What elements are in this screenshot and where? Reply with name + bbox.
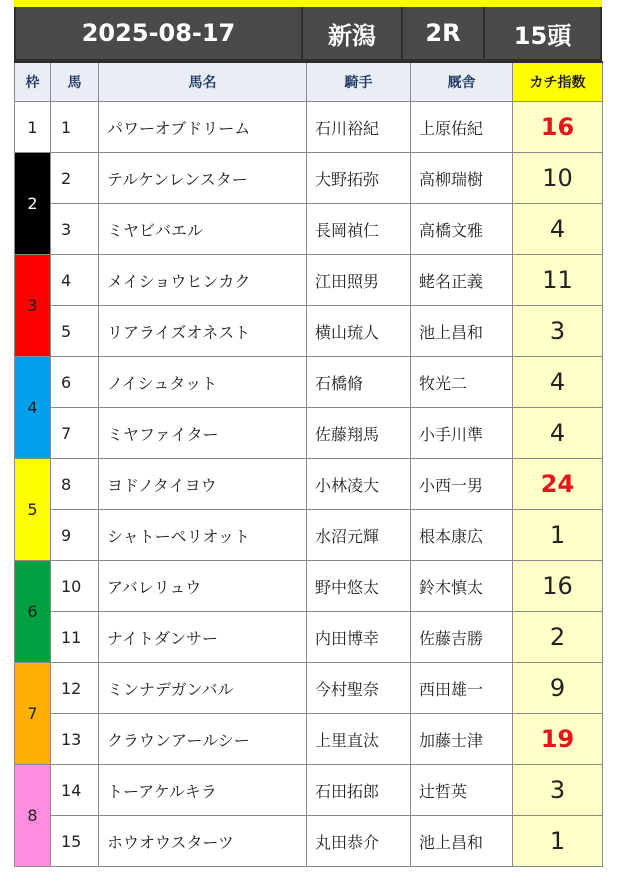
col-waku: 枠 — [15, 62, 51, 102]
horse-number: 15 — [51, 816, 99, 867]
col-name: 馬名 — [99, 62, 307, 102]
jockey-name: 石橋脩 — [307, 357, 411, 408]
table-row — [15, 510, 603, 561]
race-venue: 新潟 — [301, 7, 401, 59]
runner-count: 15頭 — [483, 7, 600, 59]
jockey-name: 長岡禎仁 — [307, 204, 411, 255]
top-accent-bar — [14, 0, 602, 7]
table-row — [15, 255, 603, 306]
race-header — [14, 7, 602, 61]
trainer-name: 小西一男 — [411, 459, 513, 510]
jockey-name: 水沼元輝 — [307, 510, 411, 561]
jockey-name: 丸田恭介 — [307, 816, 411, 867]
table-row — [15, 408, 603, 459]
waku-cell: 8 — [15, 765, 51, 867]
trainer-name: 佐藤吉勝 — [411, 612, 513, 663]
jockey-name: 石田拓郎 — [307, 765, 411, 816]
jockey-name: 内田博幸 — [307, 612, 411, 663]
horse-name: ミヤファイター — [99, 408, 307, 459]
kachi-index-value: 16 — [513, 102, 603, 153]
horse-number: 4 — [51, 255, 99, 306]
horse-number: 9 — [51, 510, 99, 561]
horse-name: ミヤビバエル — [99, 204, 307, 255]
jockey-name: 石川裕紀 — [307, 102, 411, 153]
horse-name: テルケンレンスター — [99, 153, 307, 204]
table-row — [15, 357, 603, 408]
trainer-name: 上原佑紀 — [411, 102, 513, 153]
trainer-name: 池上昌和 — [411, 816, 513, 867]
table-header-row — [15, 62, 603, 102]
waku-cell: 2 — [15, 153, 51, 255]
horse-name: ナイトダンサー — [99, 612, 307, 663]
horse-name: パワーオブドリーム — [99, 102, 307, 153]
horse-name: ヨドノタイヨウ — [99, 459, 307, 510]
table-row — [15, 204, 603, 255]
waku-cell: 5 — [15, 459, 51, 561]
kachi-index-value: 16 — [513, 561, 603, 612]
horse-number: 2 — [51, 153, 99, 204]
waku-cell: 6 — [15, 561, 51, 663]
kachi-index-value: 1 — [513, 510, 603, 561]
horse-number: 13 — [51, 714, 99, 765]
horse-name: シャトーペリオット — [99, 510, 307, 561]
table-row — [15, 153, 603, 204]
jockey-name: 上里直汰 — [307, 714, 411, 765]
waku-cell: 3 — [15, 255, 51, 357]
horse-number: 6 — [51, 357, 99, 408]
waku-cell: 7 — [15, 663, 51, 765]
horse-name: トーアケルキラ — [99, 765, 307, 816]
horse-number: 8 — [51, 459, 99, 510]
table-row — [15, 102, 603, 153]
trainer-name: 加藤士津 — [411, 714, 513, 765]
jockey-name: 今村聖奈 — [307, 663, 411, 714]
trainer-name: 高橋文雅 — [411, 204, 513, 255]
trainer-name: 高柳瑞樹 — [411, 153, 513, 204]
horse-number: 12 — [51, 663, 99, 714]
trainer-name: 西田雄一 — [411, 663, 513, 714]
trainer-name: 牧光二 — [411, 357, 513, 408]
jockey-name: 野中悠太 — [307, 561, 411, 612]
waku-cell: 1 — [15, 102, 51, 153]
trainer-name: 蛯名正義 — [411, 255, 513, 306]
entry-table — [14, 61, 603, 867]
table-row — [15, 816, 603, 867]
kachi-index-value: 2 — [513, 612, 603, 663]
kachi-index-value: 11 — [513, 255, 603, 306]
race-card — [14, 0, 602, 867]
kachi-index-value: 24 — [513, 459, 603, 510]
horse-name: アバレリュウ — [99, 561, 307, 612]
trainer-name: 小手川準 — [411, 408, 513, 459]
horse-name: メイショウヒンカク — [99, 255, 307, 306]
col-trainer: 厩舎 — [411, 62, 513, 102]
table-row — [15, 663, 603, 714]
table-row — [15, 306, 603, 357]
col-uma: 馬 — [51, 62, 99, 102]
kachi-index-value: 3 — [513, 765, 603, 816]
horse-number: 14 — [51, 765, 99, 816]
horse-number: 10 — [51, 561, 99, 612]
waku-cell: 4 — [15, 357, 51, 459]
horse-name: リアライズオネスト — [99, 306, 307, 357]
horse-number: 3 — [51, 204, 99, 255]
jockey-name: 大野拓弥 — [307, 153, 411, 204]
table-row — [15, 561, 603, 612]
table-row — [15, 714, 603, 765]
kachi-index-value: 4 — [513, 357, 603, 408]
horse-name: クラウンアールシー — [99, 714, 307, 765]
table-row — [15, 459, 603, 510]
kachi-index-value: 4 — [513, 408, 603, 459]
jockey-name: 江田照男 — [307, 255, 411, 306]
col-jockey: 騎手 — [307, 62, 411, 102]
kachi-index-value: 19 — [513, 714, 603, 765]
trainer-name: 鈴木慎太 — [411, 561, 513, 612]
table-row — [15, 765, 603, 816]
horse-name: ノイシュタット — [99, 357, 307, 408]
kachi-index-value: 10 — [513, 153, 603, 204]
trainer-name: 根本康広 — [411, 510, 513, 561]
race-date: 2025-08-17 — [81, 19, 236, 47]
horse-number: 1 — [51, 102, 99, 153]
jockey-name: 横山琉人 — [307, 306, 411, 357]
horse-name: ホウオウスターツ — [99, 816, 307, 867]
horse-number: 7 — [51, 408, 99, 459]
horse-number: 11 — [51, 612, 99, 663]
entry-rows — [15, 102, 603, 867]
horse-name: ミンナデガンバル — [99, 663, 307, 714]
kachi-index-value: 3 — [513, 306, 603, 357]
horse-number: 5 — [51, 306, 99, 357]
kachi-index-value: 4 — [513, 204, 603, 255]
trainer-name: 辻哲英 — [411, 765, 513, 816]
trainer-name: 池上昌和 — [411, 306, 513, 357]
table-row — [15, 612, 603, 663]
jockey-name: 佐藤翔馬 — [307, 408, 411, 459]
race-number: 2R — [401, 7, 483, 59]
jockey-name: 小林凌大 — [307, 459, 411, 510]
col-kachi-index: カチ指数 — [513, 62, 603, 102]
kachi-index-value: 1 — [513, 816, 603, 867]
kachi-index-value: 9 — [513, 663, 603, 714]
